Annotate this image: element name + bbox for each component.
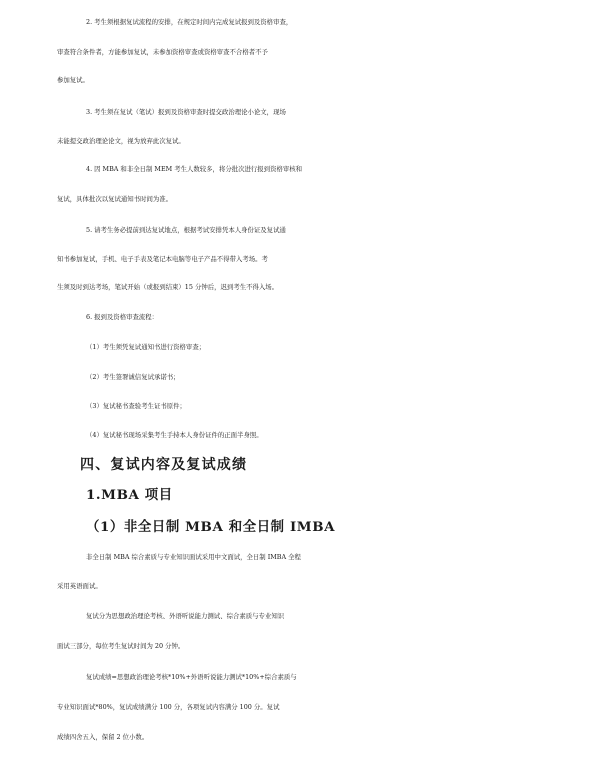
para-6-item-1: （1）考生须凭复试通知书进行资格审查； (86, 343, 206, 351)
para-3-line-1: 3. 考生须在复试（笔试）报到及资格审查时提交政治理论小论文，现场 (86, 108, 286, 116)
para-2-line-2: 审查符合条件者，方能参加复试，未参加资格审查或资格审查不合格者不予 (57, 48, 268, 56)
para-6-item-4: （4）复试秘书现场采集考生手持本人身份证件的正面半身照。 (86, 431, 263, 439)
para-a-line-1: 非全日制 MBA 综合素质与专业知识面试采用中文面试，全日制 IMBA 全程 (86, 553, 301, 561)
section-4-heading: 四、复试内容及复试成绩 (80, 457, 248, 473)
para-a-line-2: 采用英语面试。 (57, 582, 102, 590)
para-b-line-1: 复试分为思想政治理论考核、外语听说能力测试、综合素质与专业知识 (86, 612, 285, 620)
para-5-line-2: 知书参加复试，手机、电子手表及笔记本电脑等电子产品不得带入考场。考 (57, 255, 268, 263)
para-5-line-1: 5. 请考生务必提前到达复试地点，根据考试安排凭本人身份证及复试通 (86, 226, 286, 234)
para-2-line-1: 2. 考生须根据复试流程的安排，在规定时间内完成复试报到及资格审查， (86, 18, 293, 26)
para-4-line-2: 复试，具体批次以复试通知书时间为准。 (57, 195, 173, 203)
para-c-line-2: 专业知识面试*80%，复试成绩满分 100 分，各项复试内容满分 100 分。复试 (57, 703, 280, 711)
para-6-title: 6. 报到及资格审查流程： (86, 313, 159, 321)
para-c-line-3: 成绩四舍五入，保留 2 位小数。 (57, 733, 149, 741)
para-6-item-2: （2）考生签署诚信复试承诺书； (86, 373, 180, 381)
section-4-1-heading: 1.MBA 项目 (86, 487, 173, 503)
para-4-line-1: 4. 因 MBA 和非全日制 MEM 考生人数较多，将分批次进行报到资格审核和 (86, 165, 303, 173)
para-5-line-3: 生须及时到达考场，笔试开始（或报到结束）15 分钟后，迟到考生不得入场。 (57, 283, 279, 291)
para-3-line-2: 未能提交政治理论论文，视为放弃此次复试。 (57, 137, 185, 145)
para-6-item-3: （3）复试秘书查验考生证书原件； (86, 402, 186, 410)
section-4-1-1-heading: （1）非全日制 MBA 和全日制 IMBA (86, 519, 336, 535)
para-b-line-2: 面试三部分，每位考生复试时间为 20 分钟。 (57, 642, 185, 650)
para-2-line-3: 参加复试。 (57, 76, 89, 84)
para-c-line-1: 复试成绩=思想政治理论考核*10%+外语听说能力测试*10%+综合素质与 (86, 673, 297, 681)
